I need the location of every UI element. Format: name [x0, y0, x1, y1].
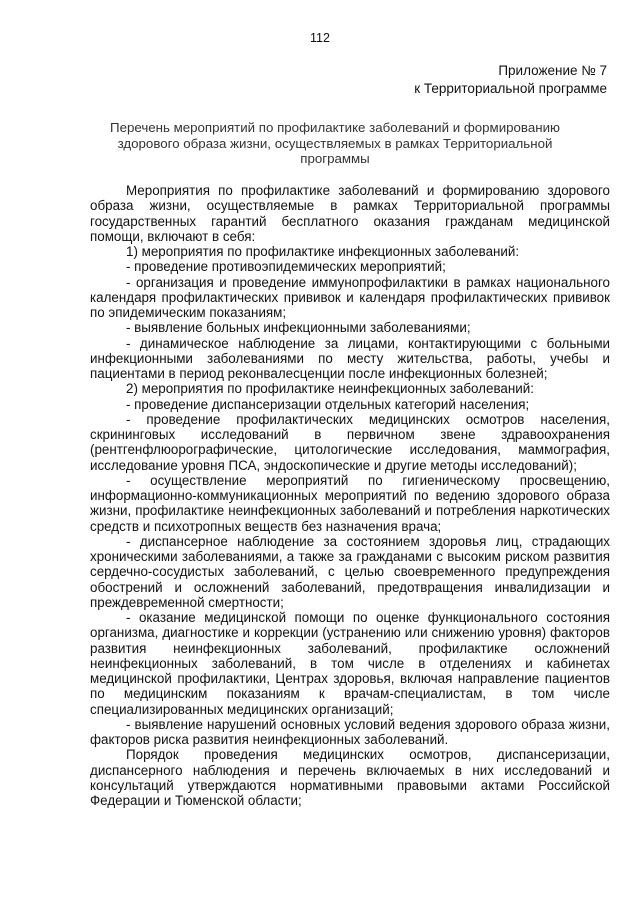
appendix-header: [414, 62, 607, 98]
closing-paragraph: Порядок проведения медицинских осмотров, диспансеризации, диспансерного наблюдения и перечень включаемых в них исследований и консультаций утверждаются нормативными правовыми актами Российской Федерации и Тюменской области;: [90, 747, 610, 808]
list-item: - проведение противоэпидемических мероприятий;: [126, 259, 446, 275]
list-item: - выявление больных инфекционными заболеваниями;: [126, 320, 471, 336]
list-item: - диспансерное наблюдение за состоянием здоровья лиц, страдающих хроническими заболеваниями, а также за гражданами с высоким риском развития сердечно-сосудистых заболеваний, с целью своевременного предупреждения обострений и осложнений заболеваний, предотвращения инвалидизации и преждевременной смертности;: [90, 533, 610, 610]
list-item: - осуществление мероприятий по гигиеническому просвещению, информационно-коммуникационных мероприятий по ведению здорового образа жизни, профилактике неинфекционных заболеваний и потребления наркотических средств и психотропных веществ без назначения врача;: [90, 472, 610, 534]
page-number: 112: [310, 31, 330, 45]
list-item: - проведение профилактических медицинских осмотров населения, скрининговых исследований в первичном звене здравоохранения (рентгенфлюорографические, цитологические исследования, маммография, исследование уровня ПСА, эндоскопические и другие методы исследований);: [90, 411, 610, 473]
intro-paragraph: Мероприятия по профилактике заболеваний и формированию здорового образа жизни, осуществляемые в рамках Территориальной программы государственных гарантий бесплатного оказания гражданам медицинской помощи, включают в себя:: [90, 183, 610, 244]
list-item: - оказание медицинской помощи по оценке функционального состояния организма, диагностике и коррекции (устранению или снижению уровня) факторов развития неинфекционных заболеваний, профилактике осложнений неинфекционных заболеваний, в том числе в отделениях и кабинетах медицинской профилактики, Центрах здоровья, включая направление пациентов по медицинским показаниям к врачам-специалистам, в том числе специализированных медицинских организаций;: [90, 610, 610, 717]
section-heading-infectious: 1) мероприятия по профилактике инфекционных заболеваний:: [126, 244, 520, 259]
section-heading-noninfectious: 2) мероприятия по профилактике неинфекционных заболеваний:: [126, 381, 534, 397]
list-item: - проведение диспансеризации отдельных категорий населения;: [126, 396, 530, 412]
list-item: - динамическое наблюдение за лицами, контактирующими с больными инфекционными заболеваниями по месту жительства, работы, учебы и пациентами в период реконвалесценции после инфекционных болезней;: [90, 335, 610, 381]
document-title: Перечень мероприятий по профилактике заболеваний и формированию здорового образа жизни, осуществляемых в рамках Территориальной программы: [110, 120, 560, 166]
appendix-reference: к Территориальной программе: [414, 81, 607, 96]
document-body: [90, 183, 610, 808]
list-item: - организация и проведение иммунопрофилактики в рамках национального календаря профилактических прививок и календаря профилактических прививок по эпидемическим показаниям;: [90, 274, 610, 320]
appendix-number: Приложение № 7: [498, 63, 607, 78]
list-item: - выявление нарушений основных условий ведения здорового образа жизни, факторов риска развития неинфекционных заболеваний.: [90, 716, 610, 747]
